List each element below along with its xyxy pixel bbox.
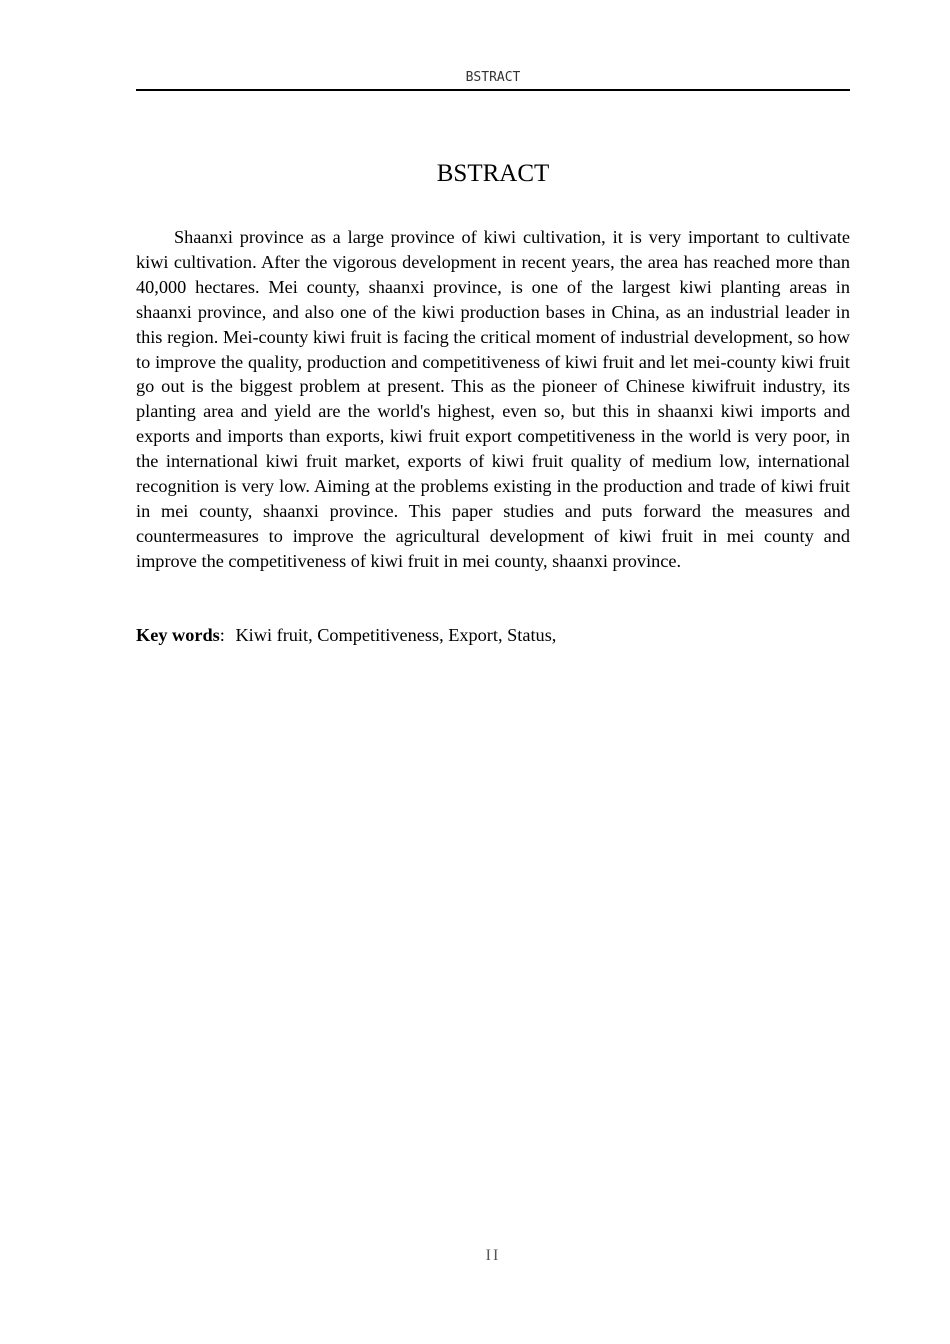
running-header-title: BSTRACT xyxy=(465,70,521,85)
keywords-value: Kiwi fruit, Competitiveness, Export, Status, xyxy=(235,625,557,645)
page-number: II xyxy=(485,1247,501,1264)
running-header xyxy=(136,70,850,91)
keywords-label: Key words xyxy=(136,625,220,645)
keywords-line xyxy=(136,623,850,648)
page-title: BSTRACT xyxy=(436,160,550,187)
abstract-paragraph: Shaanxi province as a large province of kiwi cultivation, it is very important to cultivate kiwi cultivation. After the vigorous development in recent years, the area has reached more than 40,000 hectares. Mei county, shaanxi province, is one of the largest kiwi planting areas in shaanxi province, and also one of the kiwi production bases in China, as an industrial leader in this region. Mei-county kiwi fruit is facing the critical moment of industrial development, so how to improve the quality, production and competitiveness of kiwi fruit and let mei-county kiwi fruit go out is the biggest problem at present. This as the pioneer of Chinese kiwifruit industry, its planting area and yield are the world's highest, even so, but this in shaanxi kiwi imports and exports and imports than exports, kiwi fruit export competitiveness in the world is very poor, in the international kiwi fruit market, exports of kiwi fruit quality of medium low, international recognition is very low. Aiming at the problems existing in the production and trade of kiwi fruit in mei county, shaanxi province. This paper studies and puts forward the measures and countermeasures to improve the agricultural development of kiwi fruit in mei county and improve the competitiveness of kiwi fruit in mei county, shaanxi province. xyxy=(136,227,850,571)
keywords-separator: : xyxy=(219,625,225,645)
